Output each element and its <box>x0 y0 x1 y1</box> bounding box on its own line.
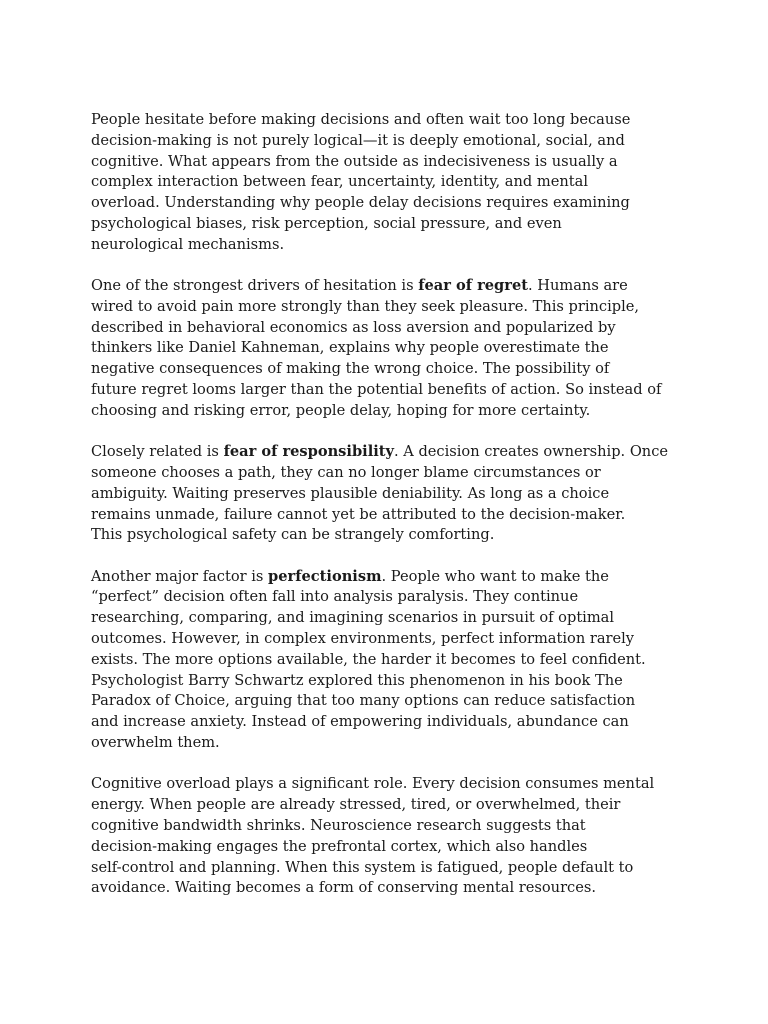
paragraph-intro <box>91 110 691 256</box>
text-line: someone chooses a path, they can no longer blame circumstances or <box>91 463 601 481</box>
text-line: energy. When people are already stressed, tired, or overwhelmed, their <box>91 796 621 814</box>
text-line: “perfect” decision often fall into analysis paralysis. They continue <box>91 588 579 606</box>
text-line: cognitive bandwidth shrinks. Neuroscience research suggests that <box>91 816 586 834</box>
bold-term-perfectionism: perfectionism <box>268 567 382 585</box>
text-line: exists. The more options available, the harder it becomes to feel confident. <box>91 650 646 668</box>
text-line: decision-making engages the prefrontal cortex, which also handles <box>91 837 588 855</box>
text-line: and increase anxiety. Instead of empowering individuals, abundance can <box>91 713 629 731</box>
text-line: . A decision creates ownership. Once <box>394 443 669 461</box>
text-line: avoidance. Waiting becomes a form of conserving mental resources. <box>91 879 596 897</box>
text-line: future regret looms larger than the potential benefits of action. So instead of <box>91 381 662 399</box>
paragraph-fear-of-responsibility <box>91 442 691 546</box>
text-line: Cognitive overload plays a significant role. Every decision consumes mental <box>91 775 655 793</box>
text-line: wired to avoid pain more strongly than they seek pleasure. This principle, <box>91 297 640 315</box>
paragraph-cognitive-overload <box>91 774 691 899</box>
bold-term-fear-of-regret: fear of regret <box>418 277 528 295</box>
text-line: thinkers like Daniel Kahneman, explains why people overestimate the <box>91 339 609 357</box>
text-line: Closely related is <box>91 443 224 461</box>
text-line: People hesitate before making decisions and often wait too long because <box>91 111 631 128</box>
bold-term-fear-of-responsibility: fear of responsibility <box>223 443 394 461</box>
text-line: described in behavioral economics as loss aversion and popularized by <box>91 318 616 336</box>
text-line: One of the strongest drivers of hesitation is <box>91 277 419 295</box>
text-line: Psychologist Barry Schwartz explored this phenomenon in his book The <box>91 671 623 689</box>
text-line: negative consequences of making the wrong choice. The possibility of <box>91 360 610 378</box>
text-line: decision-making is not purely logical—it is deeply emotional, social, and <box>91 131 625 149</box>
text-line: . People who want to make the <box>381 567 609 585</box>
paragraph-perfectionism <box>91 567 691 754</box>
text-line: cognitive. What appears from the outside as indecisiveness is usually a <box>91 152 618 170</box>
text-line: Another major factor is <box>91 567 269 585</box>
text-line: outcomes. However, in complex environments, perfect information rarely <box>91 630 635 648</box>
text-line: choosing and risking error, people delay, hoping for more certainty. <box>91 401 591 419</box>
paragraph-fear-of-regret <box>91 276 691 422</box>
text-line: remains unmade, failure cannot yet be attributed to the decision-maker. <box>91 505 626 523</box>
text-line: overwhelm them. <box>91 734 220 752</box>
text-line: Paradox of Choice, arguing that too many options can reduce satisfaction <box>91 692 636 710</box>
text-line: ambiguity. Waiting preserves plausible deniability. As long as a choice <box>91 484 610 502</box>
text-line: psychological biases, risk perception, social pressure, and even <box>91 214 562 232</box>
text-line: overload. Understanding why people delay decisions requires examining <box>91 194 630 212</box>
text-line: This psychological safety can be strangely comforting. <box>91 526 495 544</box>
text-line: researching, comparing, and imagining scenarios in pursuit of optimal <box>91 609 615 627</box>
text-line: . Humans are <box>527 277 628 295</box>
text-line: neurological mechanisms. <box>91 235 285 253</box>
text-line: complex interaction between fear, uncertainty, identity, and mental <box>91 173 588 191</box>
text-line: self-control and planning. When this system is fatigued, people default to <box>91 858 634 876</box>
document-page <box>91 110 691 920</box>
